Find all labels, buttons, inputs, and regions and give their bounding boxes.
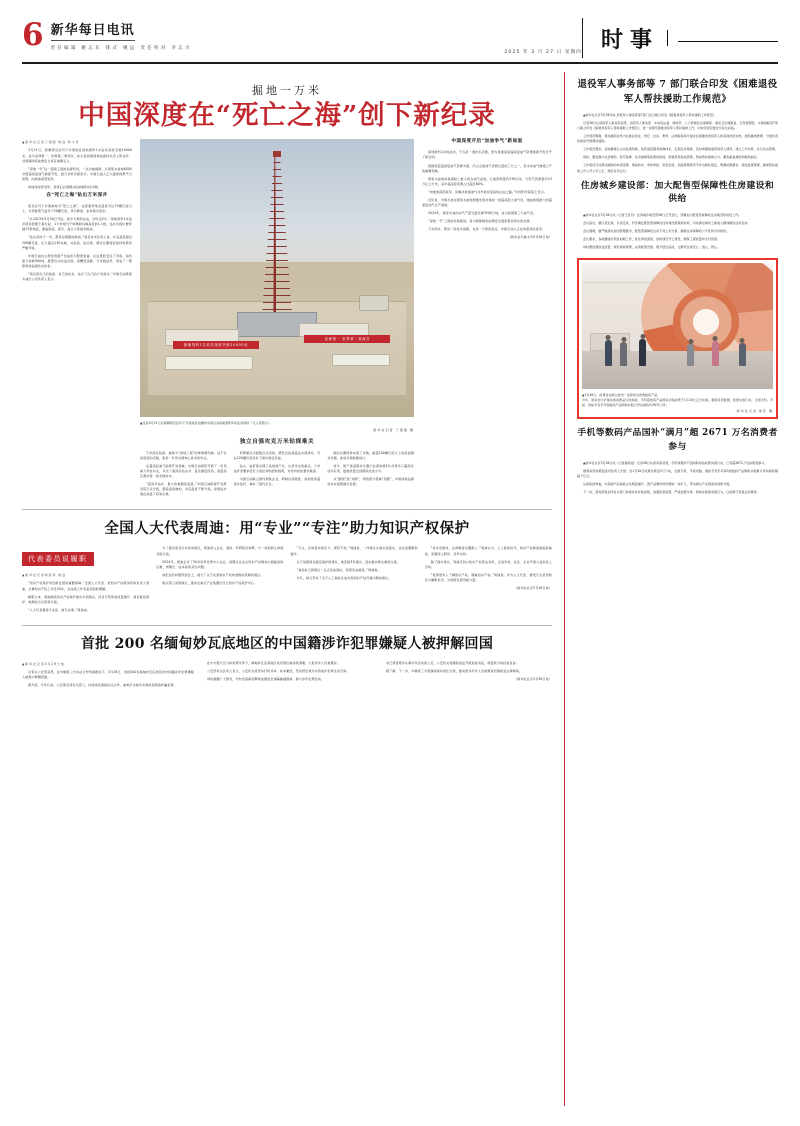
paragraph: 万米深井，既是一座技术高峰，也是一个新的起点。中国石油人正在向更深处进军。 [428,227,546,232]
paragraph: “深地一号”工程的持续推进，将为保障国家能源安全提供更加坚实的支撑。 [428,219,533,224]
paragraph: 向地球深部进军，是我们必须解决的战略科技问题。 [28,185,101,190]
photo-shopper [739,343,746,366]
right-item-one [577,78,778,174]
right-item-three [577,427,778,494]
paragraph: 深地塔科1井的成功，不仅是一项技术突破，更为我国深层超深层油气资源勘探开发打开了新空间。 [422,150,552,160]
masthead-left [22,18,192,51]
left-pane [22,72,564,1106]
storage-tank [359,295,389,311]
article-two-body-4 [425,546,552,591]
section-rule-tick [667,30,668,46]
article-three-col-3 [380,661,552,691]
right-item-three-body [577,461,778,495]
right-item-two [577,180,778,250]
paragraph: 万米深井钻探，被称为“深地工程”的珠穆朗玛峰。这不仅是深度的突破，更是一系列关键核心技术的攻关。 [140,450,227,460]
paragraph: “从2023年5月30日开钻，到今天顺利完钻，历时近2年。”深地塔科1井钻井项目经理王春生说，1万米相当于珠穆朗玛峰高度的1.1倍，钻井过程中要穿越13套地层，面临高温、高压、高应力等诸多挑战。 [22,217,132,232]
right-item-one-body [577,113,778,173]
photo-caption-text: ▲这是3月21日在新疆塔克拉玛干沙漠地区拍摄的中国石油深地塔科1井钻井现场（无人机照片）。 [140,421,273,426]
paragraph: 科研团队历经数百次试验，研发出抗高温钻井液体系，可在220摄氏度条件下保持稳定性能。 [233,450,321,460]
masthead-issue [192,18,582,58]
section-header [582,18,778,58]
paragraph: “希望更多人了解知识产权、尊重知识产权。”周迪说，作为人大代表，要把专业优势转化为履职优势，为创新发展贡献力量。 [424,572,552,582]
article-three [22,633,552,691]
paragraph: 除了提出建议，周迪还热心知识产权普法宣传，走进学校、社区、企业开展公益讲座上百场。 [424,559,552,569]
issue-date: 2025 年 3 月 27 日 星期四 [504,50,582,55]
site-building [165,356,253,370]
article-three-body-1 [22,670,194,688]
paragraph: “钻头每向下一米，都是对极限的挑战。”项目技术负责人说，井底温度超过200摄氏度，压力超过130兆帕，对钻具、钻井液、测井仪器等装备材料都是严峻考验。 [22,235,132,250]
section-title: 时事 [601,26,660,53]
paragraph: 中国石油自主研发的国产化钻机与配套装备，在这里经受住了考验。钻机最大钩载900吨，配套自动化钻台面、高精度顶驱、万米级钻杆，形成了一整套深地钻探技术体系。 [22,253,132,268]
paragraph: 塔里木盆地是我国陆上最大的含油气盆地，石油资源量约230亿吨，天然气资源量约23万亿立方米，其中超深层资源占比超过60%。 [422,176,552,186]
lead-body-mid-a [140,451,234,501]
dateline: ▲新华社北京3月26日电 退役军人事务部等7部门近日联合印发《困难退役军人帮扶援助工作规范》 [583,113,716,118]
paragraph: 2024年，周迪走访了30多家科技型中小企业，梳理出企业在知识产权维权中面临的取证难、周期长、成本高等突出问题。 [156,559,284,569]
oil-rig-photo [140,139,414,417]
right-pane [564,72,778,1106]
article-two [22,517,552,615]
lead-headline: 中国深度在“死亡之海”创下新纪录 [78,100,496,131]
article-three-col-1 [22,661,201,691]
lead-columns [22,139,552,500]
editorial-credits: 责任编辑 姚志东 排式 姚远 责任校对 李志兴 [50,46,192,52]
paragraph: 她把这些问题带到会上，提交了关于完善知识产权快速维权机制的建议。 [162,572,264,577]
shopping-mall-photo [582,263,773,389]
paragraph: 为了提出更有针对性的建议，周迪深入企业、高校、科研院所调研，与一线创新主体面对面交流。 [156,546,284,556]
article-two-body-2 [156,546,283,586]
paragraph: 关于加强商业秘密保护的建议，她连续3年提出，逐步推动相关制度完善。 [296,559,400,564]
lead-article [22,82,552,500]
paragraph: 会议指出，要以需定建、以需定供，科学确定配售型保障性住房建设规模和布局，切实满足城市工薪收入群体刚性住房需求。 [583,220,751,225]
section-rule [678,41,778,42]
paper-name: 新华每日电讯 [51,24,135,41]
article-three-body-3 [380,661,552,682]
paragraph: 从“跟跑”到“并跑”，再到部分领域“领跑”，中国深地钻探技术实现跨越式发展。 [327,477,415,487]
photo-shopper [620,342,627,366]
right-item-three-headline: 手机等数码产品国补“满月”超 2671 万名消费者参与 [577,428,778,452]
article-two-col-3 [291,546,425,615]
paragraph: “专注，意味着持续发力、紧盯不放。”周迪说，一件建议从提出到落实，往往需要跟踪数年。 [290,546,418,556]
paragraph: 据商务部消费促进司负责人介绍，自1月20日政策实施至2月下旬，全国手机、平板电脑、智能手表手环等3类数码产品购新补贴累计带动销售额超千亿元。 [577,468,778,478]
section-rule-wrap [659,30,778,46]
right-item-one-headline: 退役军人事务部等 7 部门联合印发《困难退役军人帮扶援助工作规范》 [577,79,778,105]
article-two-body-3 [291,546,418,580]
paragraph: 如今，国产高温测井仪器已在深地塔科1井等多口超深井成功应用，数据质量达到国际先进水平。 [327,463,415,473]
divider [22,509,552,510]
lead-body-mid-c [327,451,414,501]
lead-byline: ▲新华社记者丁建刚 姚远 杨小可 [22,140,80,145]
article-three-headline: 首批 200 名缅甸妙瓦底地区的中国籍涉诈犯罪嫌疑人被押解回国 [80,635,494,652]
paragraph: 履职以来，周迪围绕知识产权保护提出多项建议，涉及专利审查质量提升、商业秘密保护、地理标志运用等方面。 [22,594,150,604]
paragraph: “技术发展快，法律制度也要跟上。”周迪认为，人工智能时代，知识产权制度面临新挑战，需要深入研究、及早布局。 [424,546,552,556]
article-three-byline: ▲新华社记者3月26日电 [22,661,65,666]
lead-subhead-left: 在“死亡之海”钻出万米深井 [46,193,108,199]
photo-caption [140,421,414,432]
article-two-headline: 全国人大代表周迪：用“专业”“专注”助力知识产权保护 [104,520,470,538]
article-two-byline: ▲新华社记者杨湛菲 姚远 [22,573,66,578]
paragraph: “知识产权保护是创新发展的重要保障。”全国人大代表、某知识产权服务机构负责人周迪，从事知识产权工作近20年，对这项工作有着深刻的理解。 [22,581,150,591]
paragraph: 工作规范还对帮扶援助的申请受理、调查核实、审核审批、资金发放、档案管理等环节作出细化规定，明确时限要求，强化监督管理，确保帮扶援助工作公开公平公正、规范有序运行。 [577,163,779,173]
paragraph: 在超深层油气勘探开发领域，中国石油组织开展了一系列重大科技攻关，攻克了超深井钻完井、复杂储层改造、高温高压测试等一批关键技术。 [140,463,227,479]
paragraph: 塔克拉玛干沙漠被称为“死亡之海”，这里夏季地表温度可达70摄氏度以上，冬季最低气温零下30摄氏度，风沙肆虐，条件极为恶劣。 [22,204,132,214]
paragraph: 工作规范明确，帮扶援助对象为在就业创业、医疗、住房、教育、法律服务等方面存在困难的退役军人和其他优抚对象，按照属地管理、分级负责的原则开展帮扶援助。 [577,134,779,144]
masthead [22,18,778,64]
photo-caption-body: 今年，国家加力扩围实施消费品以旧换新，手机等数码产品国家补贴政策于1月20日正式实施。据商务部数据，政策实施以来，全国手机、平板、智能手表手环等数码产品购新补贴已带动销售约2671万件。 [582,397,773,407]
paragraph: 同时要加强资金监管，规范销售管理，完善配套设施，提升居住品质，让群众住得安心、放心、舒心。 [583,245,721,250]
paragraph: 从销售结构看，中高端产品销售占比明显提升，国产品牌市场份额进一步扩大，带动相关产业链加快创新升级。 [583,481,733,486]
paragraph: 据了解，下一步，中缅泰三方将继续保持高压态势，推动更多涉诈人员被遣返回国接受法律制裁。 [386,668,523,673]
photo-shopper [712,341,719,366]
paragraph: 中国石油联合国内钢铁企业，研制出高强度、高韧性的超深井钻杆，填补了国内空白。 [233,477,321,487]
article-three-source-line: （新华社北京3月26日电） [514,677,552,682]
paragraph: 会议强调，要严格落实封闭管理要求，配售型保障性住房不得上市交易，确保住房保障的公平性和可持续性。 [583,228,730,233]
paragraph: 我国深层超深层油气资源丰富，约占全国油气资源总量的三分之一，是未来油气增储上产的重要领域。 [422,163,552,173]
photo-credit: 新华社记者 丁建刚 摄 [373,428,414,433]
site-building [332,354,390,366]
lead-subcolumns [140,451,414,501]
paragraph: 相关部门采纳建议，推动在重点产业集聚区设立知识产权保护中心。 [162,580,258,585]
lead-source-line: （新华社乌鲁木齐3月26日电） [507,235,552,240]
lead-subhead-center: 独立自强攻克万米钻探难关 [239,438,315,445]
paragraph: “人大代表要讲专业话、做专业事。”周迪说。 [28,607,91,612]
paragraph: 据介绍，今年以来，公安部会同有关部门，持续深化国际执法合作，重拳打击境外涉我电信网络诈骗犯罪。 [28,683,177,688]
photo-decor-circle [673,289,739,355]
lead-column-center [140,139,414,500]
paragraph: 公安部有关负责人表示，公安机关将坚持打防并举、标本兼治，坚决挤压境外涉我电诈犯罪生存空间。 [207,668,350,673]
article-two-columns [22,546,552,615]
photo-shopper [639,339,646,366]
lead-column-left [22,139,140,500]
lead-kicker: 掘地一万米 [252,84,322,97]
photo-banner-left: 深地塔科1井钻井深度突破10000米 [173,341,259,349]
article-two-col-1 [22,546,156,615]
dateline: ▲新华社北京3月26日电（记者谢希瑶）记者26日从商务部获悉，手机等数码产品购新补贴政策实施以来，已有超2671万名消费者参与。 [583,460,768,465]
paragraph: 下一步，商务部将会同有关部门持续优化补贴流程，加强资金监管，严查虚假交易、套取补贴等违规行为，让政策红利直达消费者。 [583,489,760,494]
right-item-two-body [577,213,778,250]
page-number: 6 [22,17,44,53]
article-two-col-4 [425,546,552,615]
article-three-body-2 [201,661,373,682]
photo-banner-right: 亚洲第一 世界第二垂深井 [304,335,390,343]
paragraph: 会议要求，各地要做好项目前期工作，优化审批流程，加快项目开工建设，确保工程质量和交付进度。 [583,236,721,241]
article-two-col-2 [156,546,290,615]
paragraph: 测井仪器同样实现了突破。耐温200摄氏度以上的高温测井仪器，此前长期依赖进口。 [327,450,415,460]
paragraph: 近年来，中国石油在塔里木盆地相继发现并建成一批超深层大油气田，建成我国最大的超深层油气生产基地。 [422,198,552,208]
paragraph: “我们用自己的装备、自己的技术，钻出了自己的万米深井。”中国石油塔里木油田公司负责人表示。 [22,272,132,282]
paragraph: “看到自己的建议一点点变成现实，特别有成就感。”周迪说。 [296,567,381,572]
derrick-crown [273,151,281,157]
paragraph: 记者26日从退役军人事务部获悉，退役军人事务部、中央政法委、财政部、人力资源社会保障部、国家卫生健康委、应急管理部、中国残联等7部门联合印发《困难退役军人帮扶援助工作规范》，进一步规范困难退役军人帮扶援助工作，切实兜住兜准兜牢民生底线。 [577,121,778,131]
photo-caption-text: ▲3月26日，消费者在浙江杭州一家商场内选购数码产品。 [582,393,661,398]
paragraph: 同时，要加强与社会救助、医疗保障、住房保障等政策的衔接，统筹使用各类资源，形成帮扶援助合力，避免重复救助和救助缺位。 [583,155,760,160]
photo-shopper [605,340,612,366]
lead-body-mid-b [234,451,328,501]
highlighted-photo-caption [582,393,773,414]
paragraph: “向地球深部进军，是解决我国油气对外依存度高的必由之路。”中国科学院院士表示。 [428,189,548,194]
paragraph: 在中方强大压力和政策攻势下，缅甸妙瓦底等地区电诈园区被持续清剿，大批涉诈人员被遣返。 [207,660,341,665]
lead-body-right [422,150,552,240]
paragraph: 今年，她又带来了关于人工智能生成内容知识产权归属问题的建议。 [296,575,392,580]
lead-body-left-2 [22,204,132,282]
column-tag-badge: 代表委员说履职 [22,552,94,566]
article-three-columns [22,661,552,691]
paragraph: 3月21日，新疆塔克拉玛干沙漠地区深地塔科1井钻井深度突破10000米，成为亚洲第一、世界第二垂深井，标志着我国深地钻探技术迈上新台阶，对保障国家能源安全具有重要意义。 [22,148,132,163]
paragraph: 对已滞留境外从事涉诈活动的人员，公安机关将继续依法开展追逃劝投，敦促其尽快投案自首。 [386,660,520,665]
page-content [22,72,778,1106]
paper-identity [51,19,192,51]
paragraph: “深地一号”这一超级工程的钻探纪录，一次次被刷新。从塔里木盆地8000米级超深层油气勘探开发，到万米科学探索井，中国石油人正以超常的勇气与智慧，向地球深部进军。 [22,166,132,181]
paragraph: 记者从公安部获悉，在中缅泰三方执法合作机制推动下，3月26日，首批200名缅甸妙瓦底地区的中国籍涉诈犯罪嫌疑人被集中押解回国。 [22,669,194,679]
paragraph: 工作规范要求，各地要健全主动发现机制，依托基层服务保障体系，定期走访摸排，及时掌握困难退役军人情况，建立工作台账，实行动态管理。 [583,147,779,152]
paragraph: 2024年，塔里木油田油气产量当量突破3500万吨，成为我国第三大油气田。 [428,211,537,216]
highlighted-photo-block [577,258,778,419]
article-two-body-1 [22,581,149,612]
photo-credit: 新华社记者 徐昱 摄 [736,409,773,414]
photo-shopper [687,344,694,366]
paragraph: 同时提醒广大群众，切勿受高薪招聘等虚假信息诱骗偷越国境、参与涉诈犯罪活动。 [207,677,325,682]
lead-subhead-right: 中国深度开启“加油争气”新局面 [451,139,523,145]
right-item-two-headline: 住房城乡建设部：加大配售型保障性住房建设和供给 [580,180,775,205]
lead-column-right [414,139,552,500]
article-three-col-2 [201,661,380,691]
dateline: ▲新华社北京3月26日电（记者王优玲）住房城乡建设部26日召开会议，部署加大配售型保障性住房建设和供给工作。 [583,212,742,217]
divider [22,625,552,626]
paragraph: 钻头、钻杆等关键工具的国产化，也是攻关的重点。万米钻杆需要承受巨大的拉伸和扭转载荷，对材料性能要求极高。 [233,463,321,473]
article-two-source-line: （新华社北京3月26日电） [514,585,552,590]
paragraph: “超深井钻井，最大的难题是高温。”中国石油勘探开发研究院专家介绍，随着深度增加，井底温度不断升高，常规钻井液在高温下容易失效。 [140,482,227,497]
derrick-mast [254,156,300,328]
lead-body-left [22,148,132,190]
